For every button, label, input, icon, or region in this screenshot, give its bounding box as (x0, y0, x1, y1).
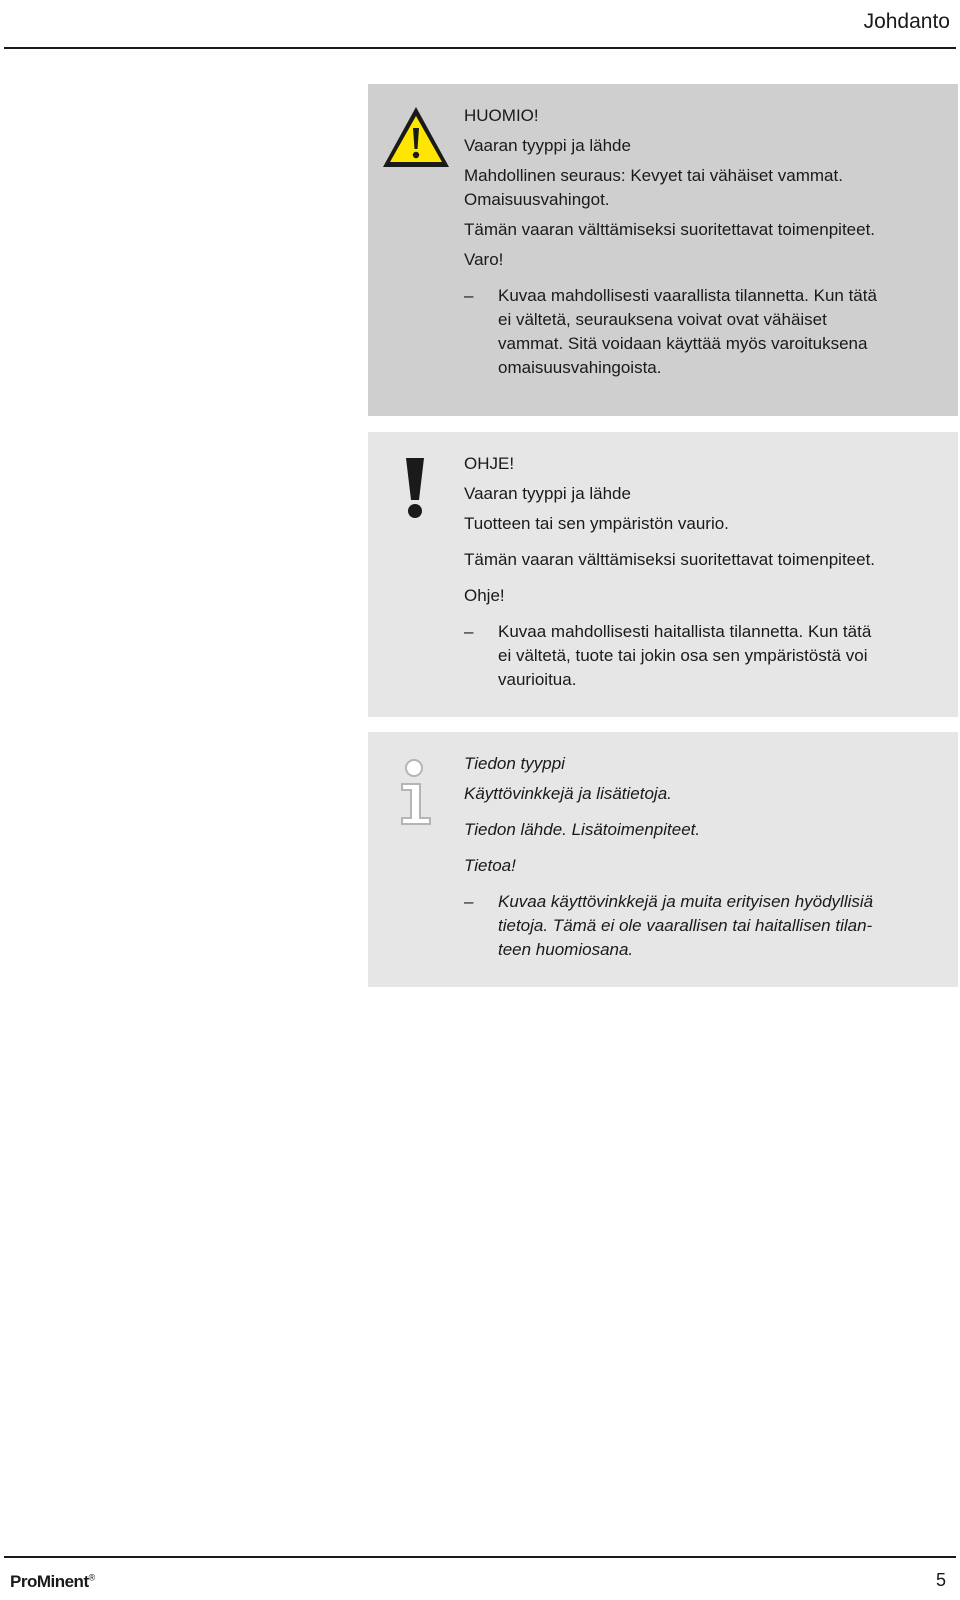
info-signal: Tietoa! (464, 856, 516, 875)
warning-triangle-icon (380, 104, 452, 170)
footer-rule (4, 1556, 956, 1558)
notice-bullet-line: ei vältetä, tuote tai jokin osa sen ympäristöstä voi (498, 646, 868, 665)
warning-signal: Varo! (464, 250, 504, 269)
info-bullet-line: teen huomiosana. (498, 940, 634, 959)
warning-bullet-dash: – (464, 286, 474, 305)
info-bullet-dash: – (464, 892, 474, 911)
warning-consequence-1: Mahdollinen seuraus: Kevyet tai vähäiset vammat. (464, 166, 843, 185)
info-bullet-line: tietoja. Tämä ei ole vaarallisen tai haitallisen tilan- (498, 916, 873, 935)
notice-subheading: Vaaran tyyppi ja lähde (464, 484, 631, 503)
logo-text: ProMinent (10, 1572, 89, 1591)
info-heading: Tiedon tyyppi (464, 754, 565, 773)
warning-bullet-line: Kuvaa mahdollisesti vaarallista tilannetta. Kun tätä (498, 286, 877, 305)
exclamation-icon (402, 456, 428, 520)
info-bullet (464, 890, 940, 962)
notice-heading: OHJE! (464, 454, 515, 473)
notice-signal: Ohje! (464, 586, 505, 605)
page-number: 5 (935, 1570, 946, 1590)
header-rule (4, 47, 956, 49)
warning-box (368, 84, 958, 416)
warning-heading: HUOMIO! (464, 106, 539, 125)
warning-bullet-line: vammat. Sitä voidaan käyttää myös varoituksena (498, 334, 868, 353)
notice-bullet-dash: – (464, 622, 474, 641)
notice-content (464, 452, 940, 692)
info-bullet-line: Kuvaa käyttövinkkejä ja muita erityisen hyödyllisiä (498, 892, 874, 911)
info-line-1: Käyttövinkkejä ja lisätietoja. (464, 784, 672, 803)
info-icon (398, 758, 434, 826)
info-line-2: Tiedon lähde. Lisätoimenpiteet. (464, 820, 701, 839)
notice-consequence: Tuotteen tai sen ympäristön vaurio. (464, 514, 729, 533)
warning-bullet-line: ei vältetä, seurauksena voivat ovat vähäiset (498, 310, 827, 329)
notice-bullet (464, 620, 940, 692)
info-content (464, 752, 940, 962)
notice-bullet-line: vaurioitua. (498, 670, 577, 689)
info-box (368, 732, 958, 987)
notice-measures: Tämän vaaran välttämiseksi suoritettavat toimenpiteet. (464, 550, 876, 569)
warning-subheading: Vaaran tyyppi ja lähde (464, 136, 631, 155)
logo-registered-mark: ® (88, 1572, 95, 1583)
page-header-title: Johdanto (863, 10, 950, 33)
notice-box (368, 432, 958, 717)
warning-consequence-2: Omaisuusvahingot. (464, 190, 610, 209)
warning-bullet (464, 284, 940, 380)
warning-bullet-line: omaisuusvahingoista. (498, 358, 662, 377)
warning-measures: Tämän vaaran välttämiseksi suoritettavat toimenpiteet. (464, 220, 876, 239)
notice-bullet-line: Kuvaa mahdollisesti haitallista tilannetta. Kun tätä (498, 622, 872, 641)
prominent-logo (10, 1572, 95, 1592)
warning-content (464, 104, 940, 380)
